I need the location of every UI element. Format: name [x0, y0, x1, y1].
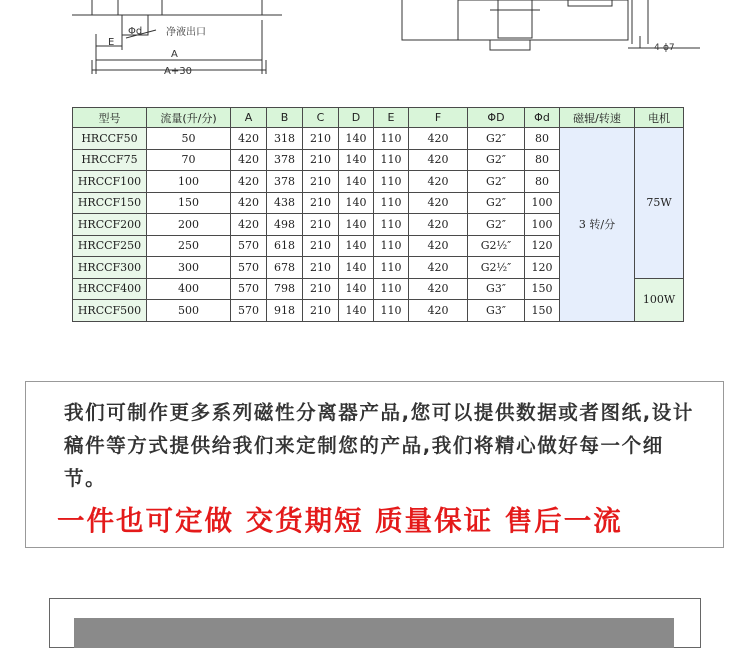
table-cell: 438	[267, 192, 303, 214]
table-cell: 140	[339, 149, 374, 171]
table-cell: G2″	[468, 171, 525, 193]
table-cell: 420	[231, 214, 267, 236]
table-cell: 150	[147, 192, 231, 214]
table-cell: 140	[339, 128, 374, 150]
table-cell: 100	[525, 214, 560, 236]
header-cell: A	[231, 108, 267, 128]
table-cell: 140	[339, 171, 374, 193]
table-cell: 110	[374, 149, 409, 171]
header-cell: F	[409, 108, 468, 128]
table-cell: 570	[231, 235, 267, 257]
table-cell: 420	[409, 192, 468, 214]
table-cell: 420	[231, 149, 267, 171]
motor-75w-cell: 75W	[635, 128, 684, 279]
header-cell: B	[267, 108, 303, 128]
table-cell: G2″	[468, 149, 525, 171]
table-cell: 210	[303, 171, 339, 193]
label-phi-d: Φd	[128, 26, 143, 37]
model-cell: HRCCF200	[73, 214, 147, 236]
notice-text: 我们可制作更多系列磁性分离器产品,您可以提供数据或者图纸,设计稿件等方式提供给我们来定制您的产品,我们将精心做好每一个细节。	[64, 401, 694, 490]
header-cell: E	[374, 108, 409, 128]
table-cell: 110	[374, 257, 409, 279]
table-cell: 918	[267, 300, 303, 322]
table-row	[73, 128, 684, 150]
table-cell: 420	[231, 192, 267, 214]
table-cell: 420	[409, 235, 468, 257]
table-cell: 420	[409, 300, 468, 322]
table-cell: G2″	[468, 128, 525, 150]
table-cell: 110	[374, 171, 409, 193]
table-cell: 80	[525, 128, 560, 150]
custom-order-notice	[25, 381, 724, 548]
table-cell: 140	[339, 300, 374, 322]
table-cell: 420	[409, 257, 468, 279]
table-cell: 210	[303, 300, 339, 322]
table-cell: 80	[525, 171, 560, 193]
table-cell: G2½″	[468, 257, 525, 279]
table-cell: G2″	[468, 214, 525, 236]
label-e: E	[108, 37, 115, 48]
table-cell: 110	[374, 300, 409, 322]
table-cell: 500	[147, 300, 231, 322]
label-outlet: 净液出口	[166, 27, 206, 38]
table-cell: 798	[267, 278, 303, 300]
table-cell: 678	[267, 257, 303, 279]
header-cell: 流量(升/分)	[147, 108, 231, 128]
table-cell: 400	[147, 278, 231, 300]
motor-100w-cell: 100W	[635, 278, 684, 321]
table-cell: 140	[339, 235, 374, 257]
table-cell: 110	[374, 235, 409, 257]
next-section-header-bar	[74, 618, 674, 648]
table-cell: 210	[303, 214, 339, 236]
table-cell: 200	[147, 214, 231, 236]
model-cell: HRCCF75	[73, 149, 147, 171]
table-cell: 140	[339, 257, 374, 279]
header-cell: D	[339, 108, 374, 128]
table-cell: 210	[303, 257, 339, 279]
label-holes: 4-ϕ7	[654, 43, 675, 53]
dimension-drawing	[0, 0, 750, 92]
table-cell: 150	[525, 278, 560, 300]
header-cell: 型号	[73, 108, 147, 128]
label-a: A	[171, 49, 178, 60]
table-cell: 570	[231, 278, 267, 300]
table-cell: 140	[339, 278, 374, 300]
table-cell: 140	[339, 214, 374, 236]
table-cell: 618	[267, 235, 303, 257]
table-cell: 210	[303, 235, 339, 257]
model-cell: HRCCF250	[73, 235, 147, 257]
table-cell: 210	[303, 278, 339, 300]
table-cell: 378	[267, 149, 303, 171]
table-cell: 140	[339, 192, 374, 214]
table-cell: 100	[525, 192, 560, 214]
label-a-plus-30: A+30	[164, 66, 192, 77]
table-cell: 420	[231, 171, 267, 193]
table-cell: 50	[147, 128, 231, 150]
table-cell: 420	[231, 128, 267, 150]
table-cell: 420	[409, 171, 468, 193]
header-cell: ΦD	[468, 108, 525, 128]
table-cell: 70	[147, 149, 231, 171]
table-cell: 110	[374, 128, 409, 150]
table-cell: G2″	[468, 192, 525, 214]
table-cell: 120	[525, 257, 560, 279]
model-cell: HRCCF400	[73, 278, 147, 300]
table-cell: 100	[147, 171, 231, 193]
table-cell: 210	[303, 149, 339, 171]
roller-speed-cell: 3 转/分	[560, 128, 635, 322]
header-cell: Φd	[525, 108, 560, 128]
table-cell: 110	[374, 192, 409, 214]
next-section-frame	[49, 598, 701, 648]
model-cell: HRCCF500	[73, 300, 147, 322]
table-cell: 420	[409, 128, 468, 150]
table-cell: 420	[409, 149, 468, 171]
model-cell: HRCCF300	[73, 257, 147, 279]
table-cell: 150	[525, 300, 560, 322]
table-cell: G3″	[468, 300, 525, 322]
table-cell: G2½″	[468, 235, 525, 257]
table-cell: 250	[147, 235, 231, 257]
table-cell: 420	[409, 214, 468, 236]
table-cell: 498	[267, 214, 303, 236]
table-cell: 80	[525, 149, 560, 171]
header-cell: 电机	[635, 108, 684, 128]
service-slogan: 一件也可定做 交货期短 质量保证 售后一流	[57, 505, 623, 537]
table-cell: 110	[374, 214, 409, 236]
table-cell: 110	[374, 278, 409, 300]
header-cell: 磁辊/转速	[560, 108, 635, 128]
model-cell: HRCCF50	[73, 128, 147, 150]
table-cell: 570	[231, 257, 267, 279]
table-cell: 420	[409, 278, 468, 300]
table-cell: 210	[303, 128, 339, 150]
header-cell: C	[303, 108, 339, 128]
table-cell: 300	[147, 257, 231, 279]
table-cell: 318	[267, 128, 303, 150]
table-cell: 570	[231, 300, 267, 322]
table-cell: 210	[303, 192, 339, 214]
header-row	[73, 108, 684, 128]
model-cell: HRCCF100	[73, 171, 147, 193]
table-cell: G3″	[468, 278, 525, 300]
spec-table	[72, 107, 684, 322]
table-cell: 378	[267, 171, 303, 193]
table-cell: 120	[525, 235, 560, 257]
model-cell: HRCCF150	[73, 192, 147, 214]
